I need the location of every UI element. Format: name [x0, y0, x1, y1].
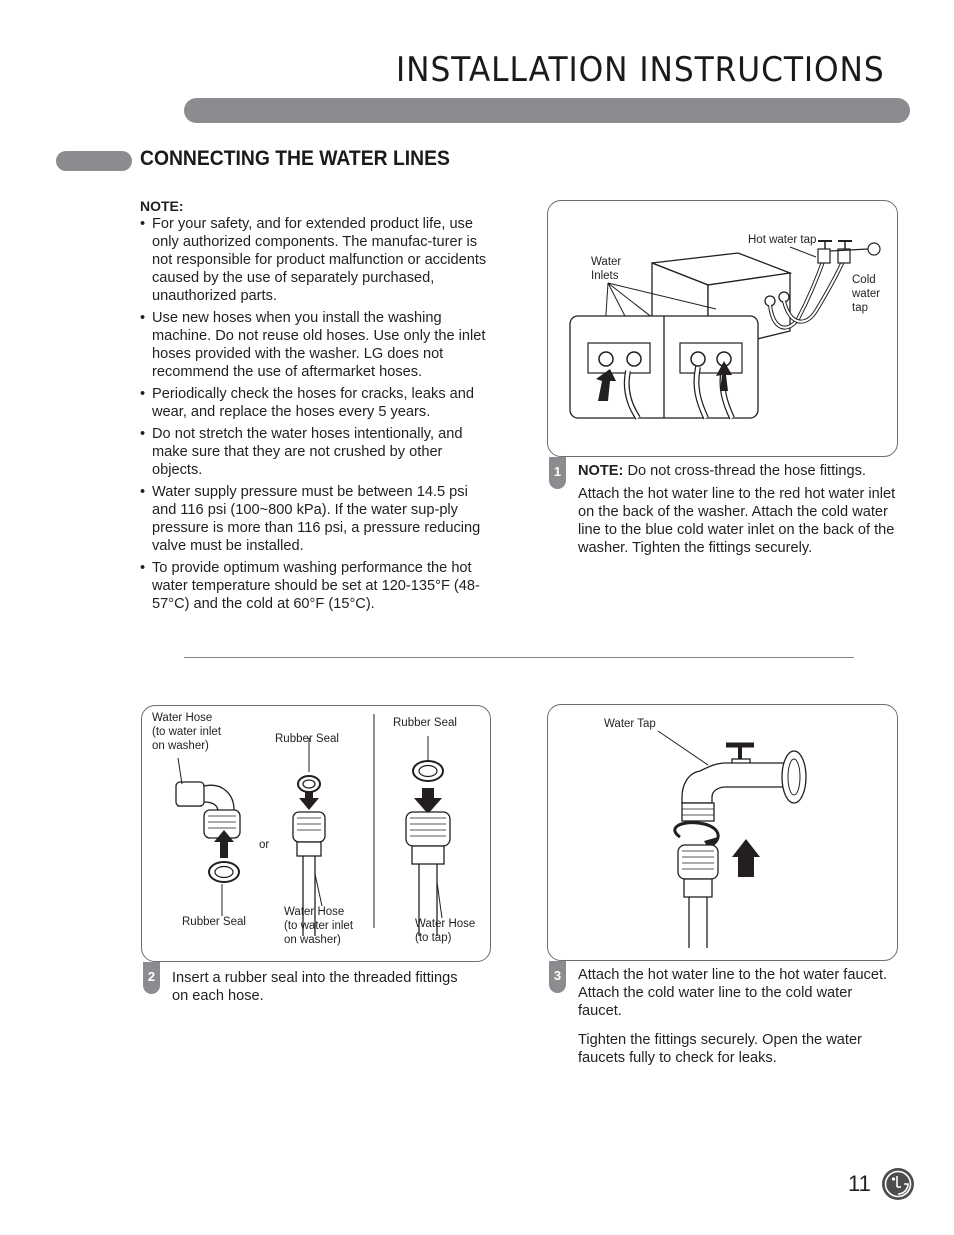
water-tap-illustration [548, 705, 899, 962]
label-cold-tap-line3: tap [852, 302, 868, 314]
step3-illustration-panel [547, 704, 898, 961]
step3-text [578, 966, 900, 1078]
step1-number-tab: 1 [549, 457, 566, 489]
step2-illustration-panel [141, 705, 491, 962]
step1-illustration-panel [547, 200, 898, 457]
label-water-hose-inlet-line3: on washer) [152, 740, 209, 752]
section-title: CONNECTING THE WATER LINES [140, 147, 450, 170]
step3-instructions-2: Tighten the fittings securely. Open the water faucets fully to check for leaks. [578, 1032, 862, 1066]
lg-logo-icon [882, 1168, 914, 1200]
note-item: • To provide optimum washing performance the hot water temperature should be set at 120-135°F (48-57°C) and the cold at 60°F (15°C). [140, 559, 492, 613]
page-number: 11 [848, 1171, 871, 1196]
step2-instructions: Insert a rubber seal into the threaded fittings on each hose. [172, 970, 458, 1004]
label-water-hose-b-line3: on washer) [284, 934, 341, 946]
step2-text [172, 969, 472, 1016]
label-rubber-seal-middle: Rubber Seal [275, 733, 339, 745]
label-water-hose-b-line2: (to water inlet [284, 920, 354, 932]
step3-instructions-1: Attach the hot water line to the hot water faucet. Attach the cold water line to the cold water faucet. [578, 967, 888, 1019]
label-water-hose-inlet-line1: Water Hose [152, 712, 213, 724]
washer-inlets-illustration [548, 201, 899, 458]
page-header-title: INSTALLATION INSTRUCTIONS [396, 50, 885, 90]
step1-instructions: Attach the hot water line to the red hot water inlet on the back of the washer. Attach the cold water line to the blue cold water inlet on the back of the washer. Tighten the fittings securely. [578, 486, 896, 556]
notes-heading: NOTE: [140, 198, 184, 214]
notes-block [140, 197, 492, 617]
lg-logo-mark [882, 1168, 914, 1200]
note-item: • Do not stretch the water hoses intentionally, and make sure that they are not crushed by other objects. [140, 425, 492, 479]
notes-list [140, 215, 492, 613]
label-water-hose-b-line1: Water Hose [284, 906, 345, 918]
step3-number-tab: 3 [549, 961, 566, 993]
label-cold-tap-line2: water [852, 288, 881, 300]
step1-note-label: NOTE: [578, 463, 624, 479]
header-bar [184, 98, 910, 123]
label-rubber-seal-right: Rubber Seal [393, 717, 457, 729]
step1-note-text: Do not cross-thread the hose fittings. [623, 463, 866, 479]
note-item: • Periodically check the hoses for cracks, leaks and wear, and replace the hoses every 5 years. [140, 385, 492, 421]
label-water-hose-tap-line2: (to tap) [415, 932, 452, 944]
step1-text [578, 462, 900, 568]
label-water-hose-inlet-line2: (to water inlet [152, 726, 222, 738]
label-or: or [259, 839, 270, 851]
label-cold-tap-line1: Cold [852, 274, 876, 286]
section-pill [56, 151, 132, 171]
label-rubber-seal-left: Rubber Seal [182, 916, 246, 928]
note-item: • Water supply pressure must be between 14.5 psi and 116 psi (100~800 kPa). If the water sup-ply pressure is more than 116 psi, a pressure reducing valve must be installed. [140, 483, 492, 555]
note-item: • For your safety, and for extended product life, use only authorized components. The manufac-turer is not responsible for product malfunction or accidents caused by the use of separately purchased, unauthorized parts. [140, 215, 492, 305]
label-water-hose-tap-line1: Water Hose [415, 918, 476, 930]
step2-number-tab: 2 [143, 962, 160, 994]
label-water-tap: Water Tap [604, 718, 656, 730]
label-water-inlets-line2: Inlets [591, 270, 619, 282]
section-divider [184, 657, 854, 658]
label-water-inlets-line1: Water [591, 256, 622, 268]
note-item: • Use new hoses when you install the washing machine. Do not reuse old hoses. Use only the inlet hoses provided with the washer. LG does not recommend the use of aftermarket hoses. [140, 309, 492, 381]
label-hot-water-tap: Hot water tap [748, 234, 817, 246]
